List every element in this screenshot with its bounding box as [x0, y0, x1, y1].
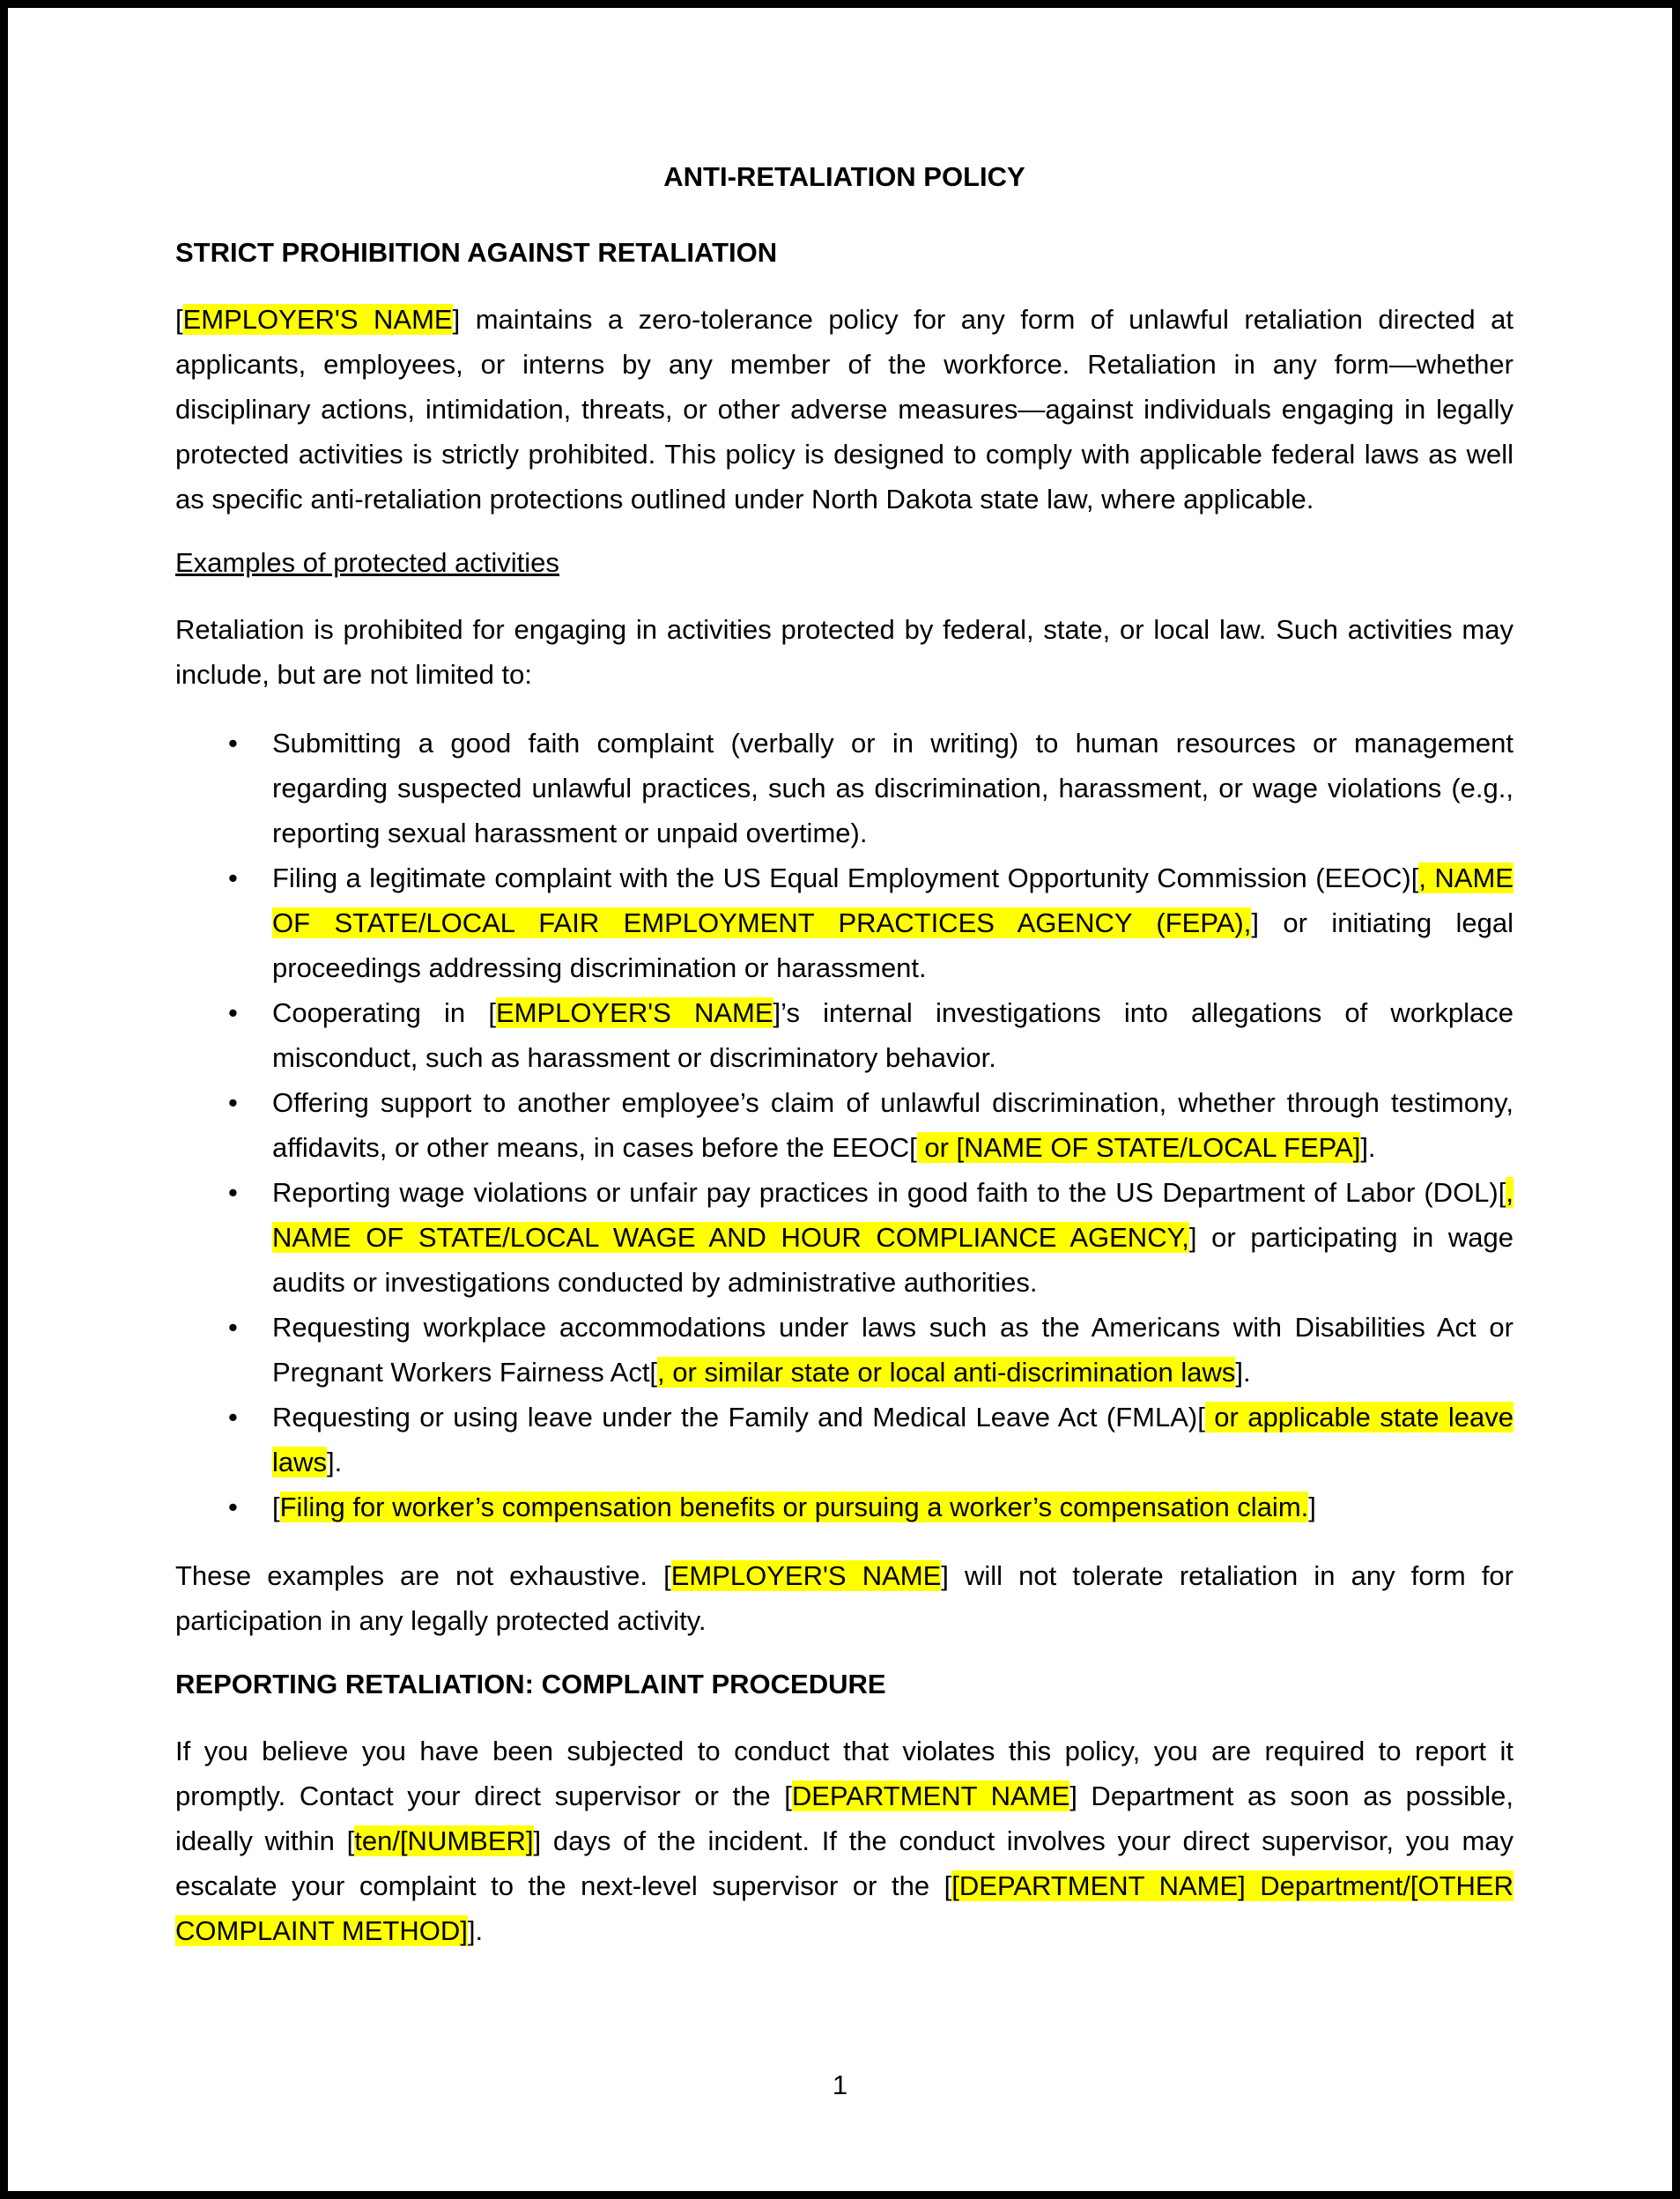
paragraph-policy-intro: [175, 297, 1513, 522]
highlighted-placeholder: or applicable state leave laws: [272, 1402, 1514, 1477]
text-run: These examples are not exhaustive. [: [175, 1560, 671, 1591]
protected-activities-list: [175, 721, 1513, 1529]
heading-reporting-procedure: REPORTING RETALIATION: COMPLAINT PROCEDURE: [175, 1669, 886, 1699]
bullet-item: [272, 1305, 1513, 1395]
text-run: ]’s internal investigations into allegations of workplace misconduct, such as harassment or discriminatory behavior.: [272, 997, 1513, 1073]
text-run: ] or participating in wage audits or investigations conducted by administrative authorities.: [272, 1222, 1513, 1298]
text-run: ].: [467, 1915, 484, 1946]
page-number: 1: [832, 2069, 848, 2100]
highlighted-placeholder: or [NAME OF STATE/LOCAL FEPA]: [916, 1132, 1361, 1163]
highlighted-placeholder: EMPLOYER'S NAME: [182, 304, 453, 335]
text-run: [: [175, 304, 183, 335]
text-run: ].: [1235, 1357, 1251, 1388]
highlighted-placeholder: EMPLOYER'S NAME: [495, 997, 773, 1028]
bullet-item: [272, 721, 1513, 855]
text-run: ].: [1360, 1132, 1376, 1163]
paragraph-not-exhaustive: [175, 1553, 1513, 1643]
highlighted-placeholder: Filing for worker’s compensation benefits or pursuing a worker’s compensation claim.: [279, 1492, 1309, 1522]
text-run: If you believe you have been subjected to conduct that violates this policy, you are required to report it promptly. Contact your direct supervisor or the [: [175, 1736, 1513, 1811]
bullet-item: [272, 1080, 1513, 1170]
text-run: ] Department as soon as possible, ideally within [: [175, 1781, 1513, 1856]
text-run: ] or initiating legal proceedings addressing discrimination or harassment.: [272, 907, 1514, 983]
text-run: Submitting a good faith complaint (verbally or in writing) to human resources or management regarding suspected unlawful practices, such as discrimination, harassment, or wage violations (e.g., reporting sexual harassment or unpaid overtime).: [272, 728, 1513, 848]
text-run: ] days of the incident. If the conduct involves your direct supervisor, you may escalate your complaint to the next-level supervisor or the [: [175, 1825, 1514, 1901]
text-run: Cooperating in [: [272, 997, 496, 1028]
doc-title: ANTI-RETALIATION POLICY: [663, 161, 1025, 192]
bullet-item: [272, 1485, 1513, 1529]
document-content: [8, 8, 1672, 1953]
text-run: Requesting or using leave under the Family and Medical Leave Act (FMLA)[: [272, 1402, 1205, 1433]
text-run: ].: [327, 1447, 343, 1477]
highlighted-placeholder: EMPLOYER'S NAME: [670, 1560, 942, 1591]
text-run: ]: [1308, 1492, 1316, 1522]
highlighted-placeholder: ten/[NUMBER]: [354, 1825, 534, 1856]
text-run: Reporting wage violations or unfair pay practices in good faith to the US Department of Labor (DOL)[: [272, 1177, 1506, 1208]
bullet-item: [272, 855, 1513, 990]
text-run: Offering support to another employee’s claim of unlawful discrimination, whether through testimony, affidavits, or other means, in cases before the EEOC[: [272, 1087, 1513, 1163]
bullet-item: [272, 990, 1513, 1080]
text-run: ] maintains a zero-tolerance policy for any form of unlawful retaliation directed at applicants, employees, or interns by any member of the workforce. Retaliation in any form—whether disciplinary actions, intimidation, threats, or other adverse measures—against individuals engaging in legally protected activities is strictly prohibited. This policy is designed to comply with applicable federal laws as well as specific anti-retaliation protections outlined under North Dakota state law, where applicable.: [175, 304, 1514, 515]
paragraph-reporting-procedure: [175, 1729, 1513, 1953]
text-run: Retaliation is prohibited for engaging in activities protected by federal, state, or local law. Such activities may include, but are not limited to:: [175, 614, 1513, 690]
text-run: Filing a legitimate complaint with the US Equal Employment Opportunity Commission (EEOC)[: [272, 863, 1419, 893]
highlighted-placeholder: , NAME OF STATE/LOCAL FAIR EMPLOYMENT PRACTICES AGENCY (FEPA),: [272, 863, 1513, 938]
highlighted-placeholder: [DEPARTMENT NAME] Department/[OTHER COMPLAINT METHOD]: [175, 1870, 1513, 1946]
highlighted-placeholder: DEPARTMENT NAME: [791, 1781, 1070, 1811]
heading-protected-activities: Examples of protected activities: [175, 547, 559, 578]
text-run: ] will not tolerate retaliation in any form for participation in any legally protected activity.: [175, 1560, 1513, 1636]
bullet-item: [272, 1170, 1513, 1305]
highlighted-placeholder: , NAME OF STATE/LOCAL WAGE AND HOUR COMPLIANCE AGENCY,: [272, 1177, 1513, 1253]
heading-strict-prohibition: STRICT PROHIBITION AGAINST RETALIATION: [175, 237, 778, 268]
paragraph-activities-intro: [175, 607, 1513, 697]
text-run: Requesting workplace accommodations under laws such as the Americans with Disabilities Act or Pregnant Workers Fairness Act[: [272, 1312, 1513, 1388]
bullet-item: [272, 1395, 1513, 1485]
text-run: [: [272, 1492, 280, 1522]
highlighted-placeholder: , or similar state or local anti-discrimination laws: [657, 1357, 1236, 1388]
